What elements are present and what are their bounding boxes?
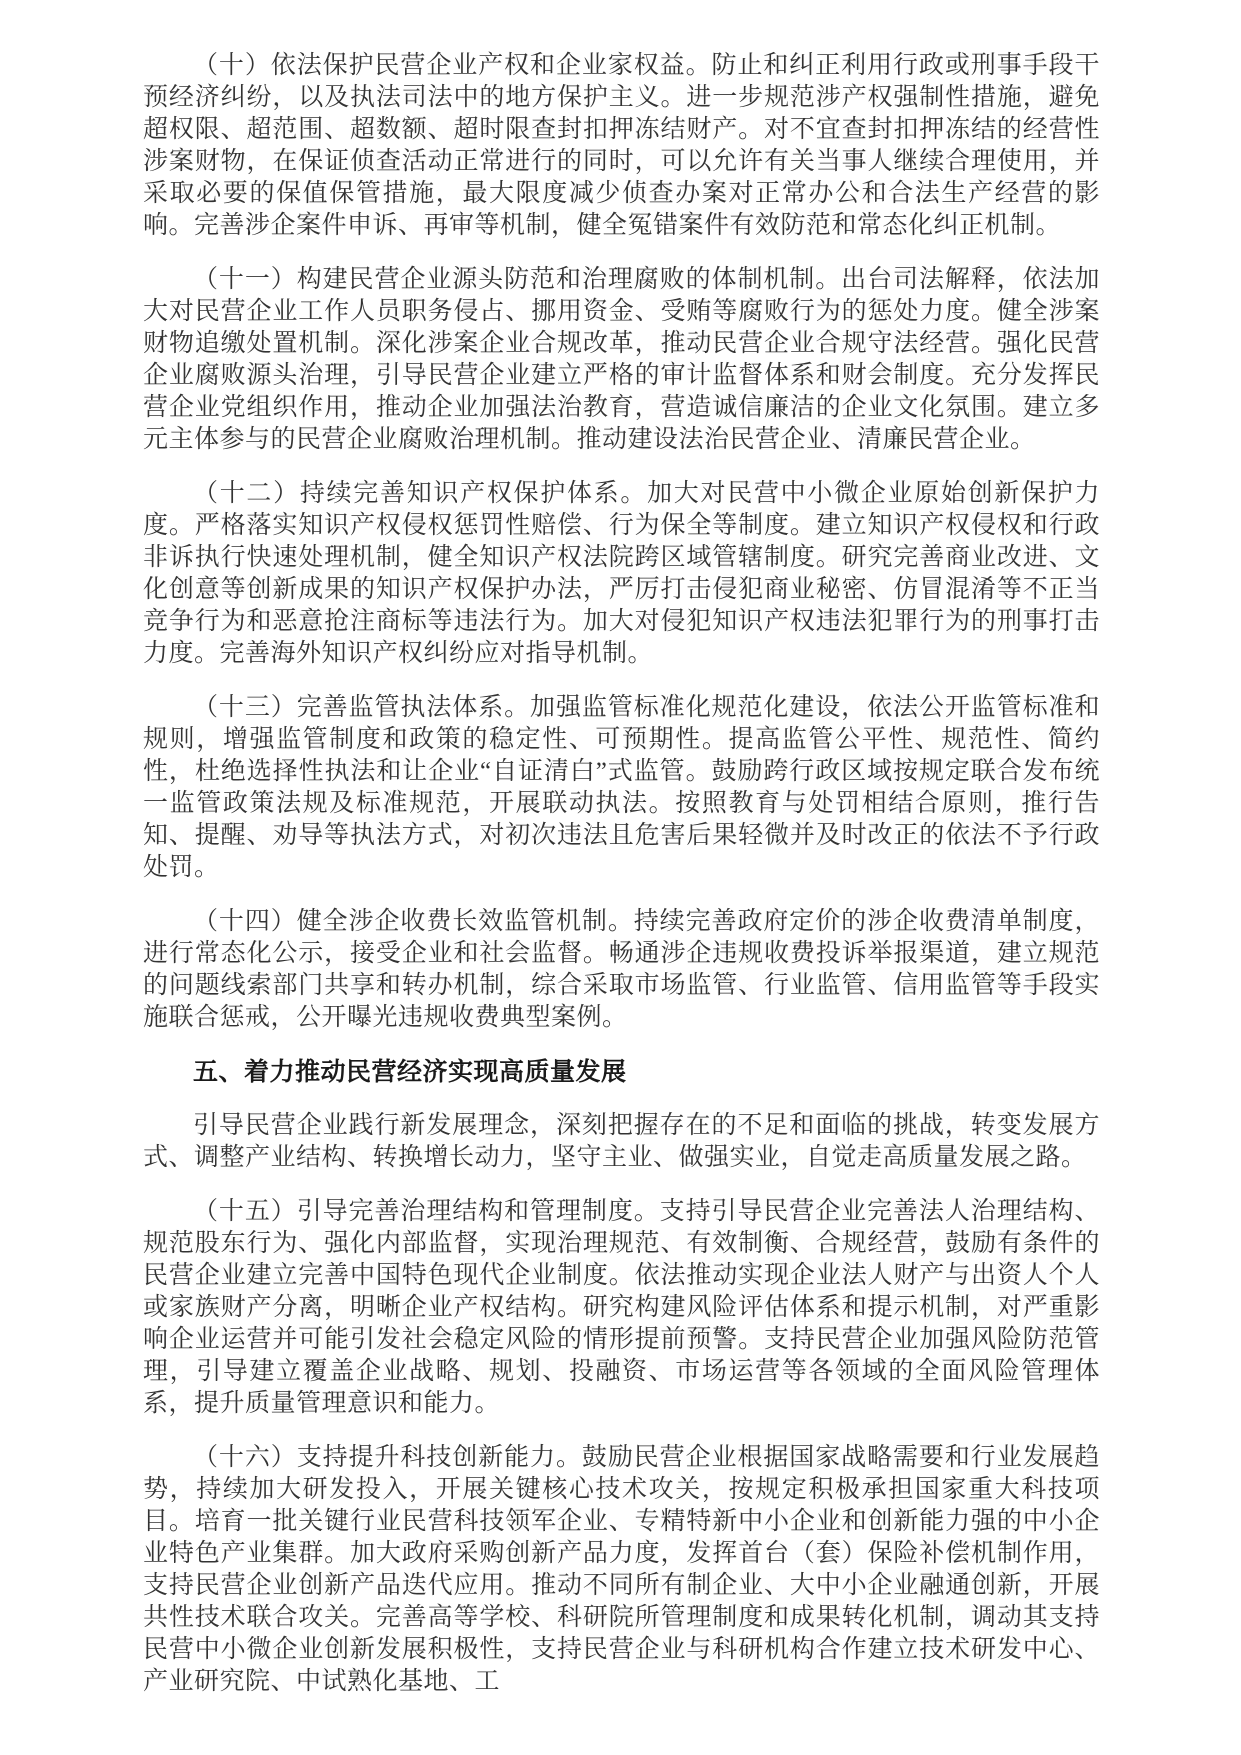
paragraph-item-10: （十）依法保护民营企业产权和企业家权益。防止和纠正利用行政或刑事手段干预经济纠纷，以及执法司法中的地方保护主义。进一步规范涉产权强制性措施，避免超权限、超范围、超数额、超时限查封扣押冻结财产。对不宜查封扣押冻结的经营性涉案财物，在保证侦查活动正常进行的同时，可以允许有关当事人继续合理使用，并采取必要的保值保管措施，最大限度减少侦查办案对正常办公和合法生产经营的影响。完善涉企案件申诉、再审等机制，健全冤错案件有效防范和常态化纠正机制。	[143, 52, 1100, 239]
paragraph-item-15: （十五）引导完善治理结构和管理制度。支持引导民营企业完善法人治理结构、规范股东行为、强化内部监督，实现治理规范、有效制衡、合规经营，鼓励有条件的民营企业建立完善中国特色现代企业制度。依法推动实现企业法人财产与出资人个人或家族财产分离，明晰企业产权结构。研究构建风险评估体系和提示机制，对严重影响企业运营并可能引发社会稳定风险的情形提前预警。支持民营企业加强风险防范管理，引导建立覆盖企业战略、规划、投融资、市场运营等各领域的全面风险管理体系，提升质量管理意识和能力。	[143, 1198, 1100, 1417]
paragraph-item-11: （十一）构建民营企业源头防范和治理腐败的体制机制。出台司法解释，依法加大对民营企业工作人员职务侵占、挪用资金、受贿等腐败行为的惩处力度。健全涉案财物追缴处置机制。深化涉案企业合规改革，推动民营企业合规守法经营。强化民营企业腐败源头治理，引导民营企业建立严格的审计监督体系和财会制度。充分发挥民营企业党组织作用，推动企业加强法治教育，营造诚信廉洁的企业文化氛围。建立多元主体参与的民营企业腐败治理机制。推动建设法治民营企业、清廉民营企业。	[143, 266, 1100, 453]
paragraph-item-12: （十二）持续完善知识产权保护体系。加大对民营中小微企业原始创新保护力度。严格落实知识产权侵权惩罚性赔偿、行为保全等制度。建立知识产权侵权和行政非诉执行快速处理机制，健全知识产权法院跨区域管辖制度。研究完善商业改进、文化创意等创新成果的知识产权保护办法，严厉打击侵犯商业秘密、仿冒混淆等不正当竞争行为和恶意抢注商标等违法行为。加大对侵犯知识产权违法犯罪行为的刑事打击力度。完善海外知识产权纠纷应对指导机制。	[143, 480, 1100, 667]
paragraph-item-13: （十三）完善监管执法体系。加强监管标准化规范化建设，依法公开监管标准和规则，增强监管制度和政策的稳定性、可预期性。提高监管公平性、规范性、简约性，杜绝选择性执法和让企业“自证清白”式监管。鼓励跨行政区域按规定联合发布统一监管政策法规及标准规范，开展联动执法。按照教育与处罚相结合原则，推行告知、提醒、劝导等执法方式，对初次违法且危害后果轻微并及时改正的依法不予行政处罚。	[143, 694, 1100, 881]
paragraph-item-16: （十六）支持提升科技创新能力。鼓励民营企业根据国家战略需要和行业发展趋势，持续加大研发投入，开展关键核心技术攻关，按规定积极承担国家重大科技项目。培育一批关键行业民营科技领军企业、专精特新中小企业和创新能力强的中小企业特色产业集群。加大政府采购创新产品力度，发挥首台（套）保险补偿机制作用，支持民营企业创新产品迭代应用。推动不同所有制企业、大中小企业融通创新，开展共性技术联合攻关。完善高等学校、科研院所管理制度和成果转化机制，调动其支持民营中小微企业创新发展积极性，支持民营企业与科研机构合作建立技术研发中心、产业研究院、中试熟化基地、工	[143, 1444, 1100, 1695]
paragraph-item-14: （十四）健全涉企收费长效监管机制。持续完善政府定价的涉企收费清单制度，进行常态化公示，接受企业和社会监督。畅通涉企违规收费投诉举报渠道，建立规范的问题线索部门共享和转办机制，综合采取市场监管、行业监管、信用监管等手段实施联合惩戒，公开曝光违规收费典型案例。	[143, 908, 1100, 1031]
section-heading-part-5: 五、着力推动民营经济实现高质量发展	[193, 1058, 627, 1086]
section-intro-paragraph: 引导民营企业践行新发展理念，深刻把握存在的不足和面临的挑战，转变发展方式、调整产业结构、转换增长动力，坚守主业、做强实业，自觉走高质量发展之路。	[143, 1112, 1100, 1171]
